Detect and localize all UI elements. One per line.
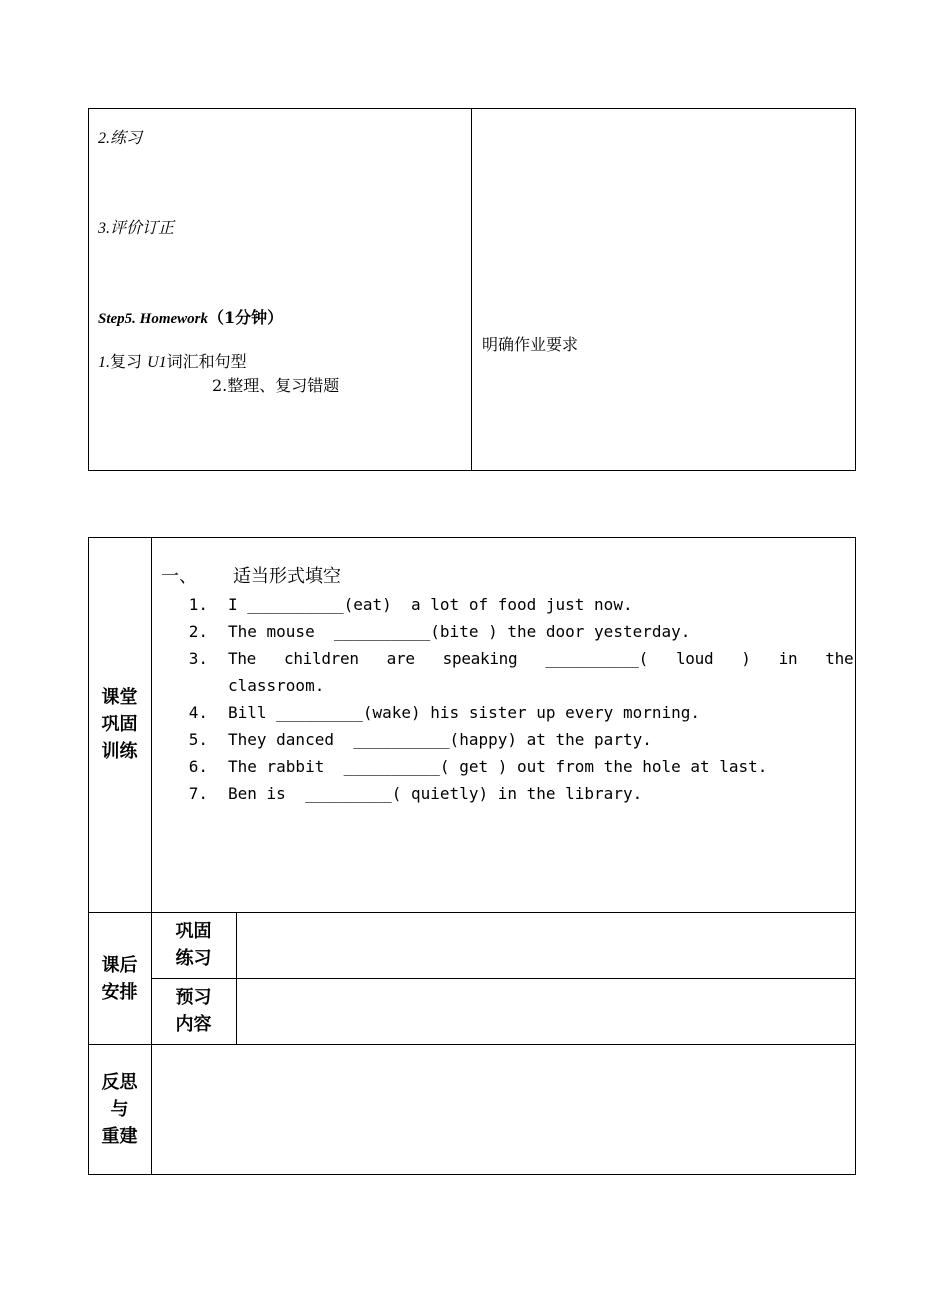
exercise-2-text: The mouse __________(bite ) the door yesterday. <box>228 622 691 641</box>
exercise-list <box>0 591 950 821</box>
exercise-7-num: 7. <box>188 784 208 803</box>
row-divider-2 <box>88 1044 856 1045</box>
row-label-after-class: 课后 安排 <box>101 955 138 1003</box>
row-divider-sub <box>151 978 856 979</box>
homework-item-2 <box>212 375 339 397</box>
row-label-classroom-practice: 课堂 巩固 训练 <box>101 687 138 762</box>
hw1-num: 1. <box>98 354 110 371</box>
exercise-1-num: 1. <box>188 595 208 614</box>
homework-requirement-note <box>482 334 578 356</box>
homework-item-1 <box>98 351 247 374</box>
exercise-5-text: They danced __________(happy) at the party. <box>228 730 652 749</box>
exercise-4-text: Bill _________(wake) his sister up every morning. <box>228 703 701 722</box>
top-table-divider <box>471 108 472 471</box>
hw1-a: 复习 <box>110 352 148 371</box>
sub-label-consolidation: 巩固 练习 <box>175 921 212 969</box>
exercise-3-text-b: classroom. <box>228 676 325 695</box>
note-text: 明确作业要求 <box>482 335 579 354</box>
exercise-3-text-a: The children are speaking __________( loud ) in the <box>228 649 854 668</box>
section-title-text: 适当形式填空 <box>233 566 341 587</box>
evaluate-text: 3.评价订正 <box>98 220 175 237</box>
row-label-reflection: 反思 与 重建 <box>101 1072 138 1147</box>
exercise-7-text: Ben is _________( quietly) in the library. <box>228 784 643 803</box>
step5-label: Step5. Homework <box>98 311 209 327</box>
step5-heading <box>98 307 283 330</box>
hw1-b: 词汇和句型 <box>166 352 247 371</box>
exercise-4-num: 4. <box>188 703 208 722</box>
exercise-3-num: 3. <box>188 649 208 668</box>
evaluate-item <box>98 217 174 240</box>
exercise-2-num: 2. <box>188 622 208 641</box>
top-table <box>88 108 856 471</box>
hw1-unit: U1 <box>147 354 167 371</box>
section-title <box>161 564 197 590</box>
sub-label-preview: 预习 内容 <box>175 987 212 1035</box>
step5-time: （1分钟） <box>208 308 284 327</box>
sub-label-divider <box>236 912 237 1044</box>
practice-text: 2.练习 <box>98 130 143 147</box>
hw2-text: 2.整理、复习错题 <box>212 376 340 395</box>
practice-item <box>98 127 142 150</box>
exercise-6-text: The rabbit __________( get ) out from the hole at last. <box>228 757 768 776</box>
exercise-5-num: 5. <box>188 730 208 749</box>
exercise-1-text: I __________(eat) a lot of food just now. <box>228 595 633 614</box>
row-divider-1 <box>88 912 856 913</box>
exercise-6-num: 6. <box>188 757 208 776</box>
section-title-num: 一、 <box>161 566 197 587</box>
